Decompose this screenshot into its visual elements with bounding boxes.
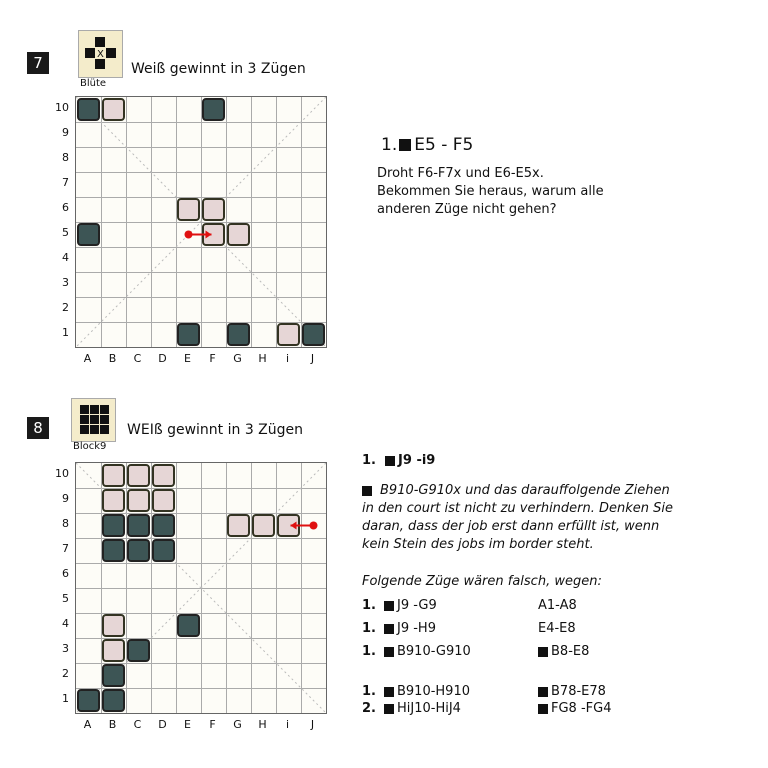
file-label: D: [158, 352, 167, 365]
black-square-icon: [538, 687, 548, 697]
rank-label: 6: [62, 201, 69, 214]
black-square-icon: [384, 624, 394, 634]
rank-label: 4: [62, 617, 69, 630]
move-number: 1.: [362, 598, 376, 613]
move-arrow-icon: [76, 463, 326, 713]
file-label: G: [233, 718, 242, 731]
black-square-icon: [384, 601, 394, 611]
desc-line: Bekommen Sie heraus, warum alle: [377, 184, 604, 199]
block9-icon: [71, 398, 116, 442]
puzzle-number: 8: [33, 419, 43, 437]
move-text: J9 -H9: [396, 621, 436, 636]
puzzle-number-badge: [27, 52, 49, 74]
puzzle-number-badge: [27, 417, 49, 439]
rank-label: 1: [62, 326, 69, 339]
icon-label: Blüte: [80, 78, 107, 89]
wrong-move-row: [362, 620, 692, 638]
explanation-line: B910-G910x und das darauffolgende Ziehen: [380, 483, 670, 498]
bluete-icon: [78, 30, 123, 78]
rank-label: 3: [62, 276, 69, 289]
explanation-line: in den court ist nicht zu verhindern. Denken Sie: [362, 501, 674, 516]
file-label: B: [108, 352, 117, 365]
reason-value: E4-E8: [538, 621, 576, 636]
desc-line: Droht F6-F7x und E6-E5x.: [377, 166, 544, 181]
black-square-icon: [362, 486, 372, 496]
explanation-line: kein Stein des jobs im border steht.: [362, 537, 594, 552]
move-number: 1.: [362, 621, 376, 636]
file-label: H: [258, 718, 267, 731]
rank-label: 8: [62, 151, 69, 164]
file-label: i: [285, 352, 290, 365]
rank-label: 3: [62, 642, 69, 655]
black-square-icon: [384, 647, 394, 657]
reason-value: A1-A8: [538, 598, 577, 613]
file-label: F: [209, 718, 216, 731]
move-arrow-icon: [76, 97, 326, 347]
file-label: H: [258, 352, 267, 365]
solution-move: [381, 135, 473, 155]
file-label: E: [184, 718, 191, 731]
move-number: 2.: [362, 701, 376, 716]
black-square-icon: [399, 139, 411, 151]
move-text: J9 -i9: [398, 453, 436, 468]
icon-mark: X: [97, 49, 104, 60]
move-text: HiJ10-HiJ4: [396, 701, 461, 716]
rank-label: 9: [62, 126, 69, 139]
move-text: E5 - F5: [414, 135, 474, 155]
file-label: C: [133, 352, 142, 365]
rank-label: 2: [62, 667, 69, 680]
file-label: B: [108, 718, 117, 731]
wrong-move-row: [362, 597, 692, 615]
reason-text: [538, 620, 576, 638]
black-square-icon: [385, 456, 395, 466]
file-label: i: [285, 718, 290, 731]
explanation-line: daran, dass der job erst dann erfüllt ist, wenn: [362, 519, 660, 534]
move-text: J9 -G9: [396, 598, 437, 613]
black-square-icon: [538, 704, 548, 714]
bluete-pattern-icon: [79, 31, 122, 77]
rank-label: 1: [62, 692, 69, 705]
file-label: G: [233, 352, 242, 365]
rank-label: 10: [55, 101, 69, 114]
file-label: E: [184, 352, 191, 365]
move-number: 1.: [381, 135, 398, 155]
file-label: A: [83, 718, 92, 731]
reason-text: [538, 700, 611, 718]
rank-label: 6: [62, 567, 69, 580]
solution-description: [377, 165, 604, 219]
puzzle-number: 7: [33, 54, 43, 72]
reason-text: [538, 643, 589, 661]
rank-label: 5: [62, 592, 69, 605]
file-label: J: [310, 718, 315, 731]
rank-label: 7: [62, 542, 69, 555]
wrong-move-row: [362, 643, 692, 661]
reason-text: [538, 597, 577, 615]
black-square-icon: [538, 647, 548, 657]
move-text: B910-G910: [396, 644, 471, 659]
rank-label: 8: [62, 517, 69, 530]
solution-explanation: [362, 482, 673, 554]
rank-label: 2: [62, 301, 69, 314]
black-square-icon: [384, 687, 394, 697]
solution-move: [362, 453, 435, 468]
move-text: B910-H910: [396, 684, 470, 699]
reason-value: B8-E8: [551, 644, 590, 659]
block9-pattern-icon: [72, 399, 115, 441]
reason-text: [538, 683, 606, 701]
game-board[interactable]: [75, 96, 327, 348]
icon-label: Block9: [73, 441, 107, 452]
wrong-move-row: [362, 700, 692, 718]
reason-value: FG8 -FG4: [551, 701, 612, 716]
file-label: C: [133, 718, 142, 731]
move-number: 1.: [362, 684, 376, 699]
rank-label: 10: [55, 467, 69, 480]
reason-value: B78-E78: [551, 684, 606, 699]
file-label: F: [209, 352, 216, 365]
rank-label: 5: [62, 226, 69, 239]
desc-line: anderen Züge nicht gehen?: [377, 202, 557, 217]
move-number: 1.: [362, 644, 376, 659]
move-number: 1.: [362, 453, 376, 468]
puzzle-title: Weiß gewinnt in 3 Zügen: [131, 61, 306, 77]
puzzle-title: WEIß gewinnt in 3 Zügen: [127, 422, 304, 438]
file-label: D: [158, 718, 167, 731]
rank-label: 9: [62, 492, 69, 505]
wrong-moves-intro: Folgende Züge wären falsch, wegen:: [362, 574, 602, 589]
rank-label: 7: [62, 176, 69, 189]
rank-label: 4: [62, 251, 69, 264]
black-square-icon: [384, 704, 394, 714]
wrong-move-row: [362, 683, 692, 701]
file-label: J: [310, 352, 315, 365]
file-label: A: [83, 352, 92, 365]
game-board[interactable]: [75, 462, 327, 714]
